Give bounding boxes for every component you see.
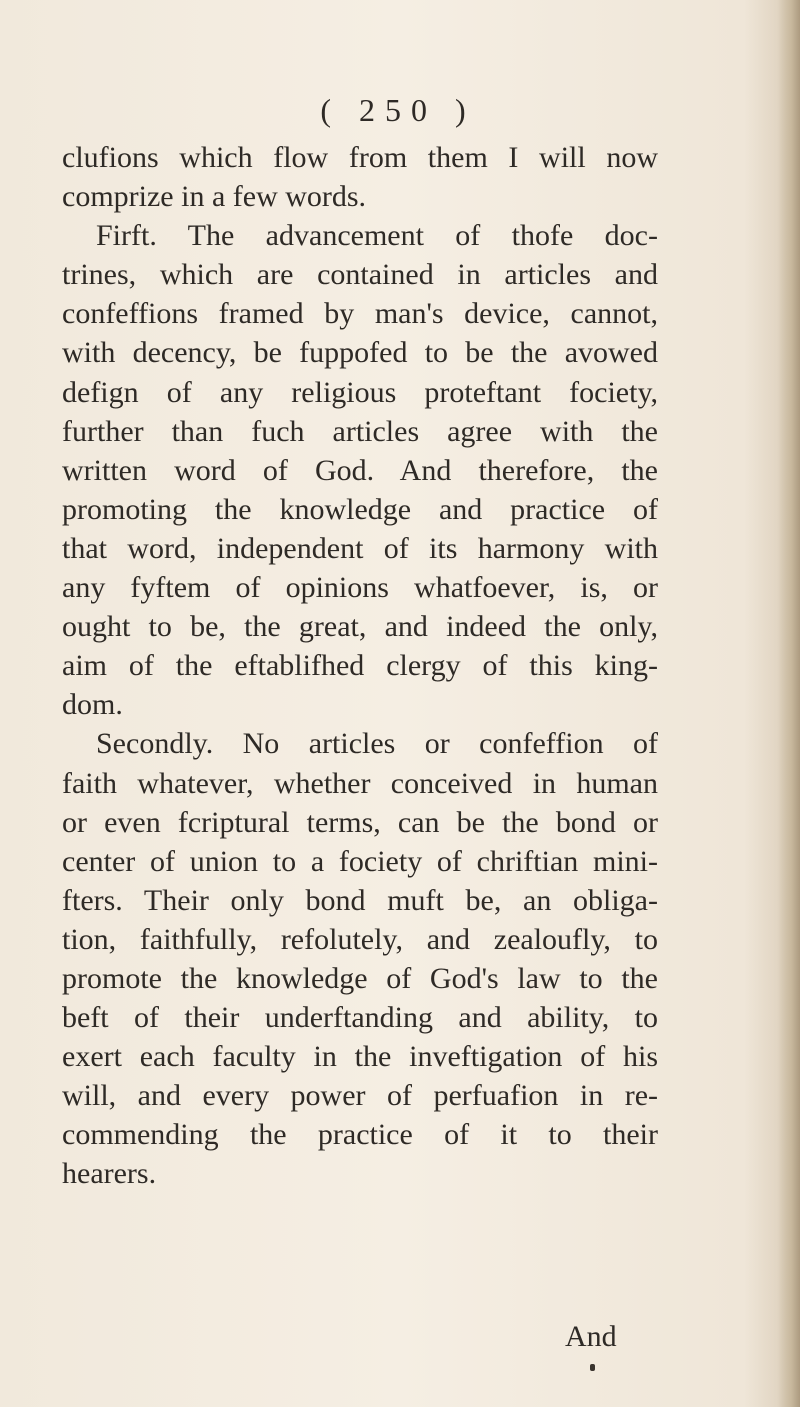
text-line: that word, independent of its harmony with: [62, 531, 658, 565]
text-line: ought to be, the great, and indeed the only,: [62, 610, 658, 644]
text-line: promote the knowledge of God's law to the: [62, 961, 658, 995]
text-line: dom.: [62, 688, 123, 722]
text-line: promoting the knowledge and practice of: [62, 492, 658, 526]
text-line: Secondly. No articles or confeffion of: [96, 727, 658, 761]
ink-mark: [590, 1364, 595, 1371]
catchword: And: [565, 1320, 617, 1353]
text-line: or even fcriptural terms, can be the bond or: [62, 805, 658, 839]
text-line: faith whatever, whether conceived in human: [62, 766, 658, 800]
text-line: hearers.: [62, 1157, 157, 1191]
text-line: aim of the eftablifhed clergy of this king-: [62, 649, 658, 683]
page-edge-shadow: [778, 0, 800, 1407]
page-number: ( 250 ): [320, 92, 476, 128]
text-line: commending the practice of it to their: [62, 1118, 658, 1152]
text-line: with decency, be fuppofed to be the avowed: [62, 336, 658, 370]
text-line: trines, which are contained in articles and: [62, 258, 658, 292]
text-line: clufions which flow from them I will now: [62, 141, 658, 174]
text-line: comprize in a few words.: [62, 180, 367, 214]
text-line: fters. Their only bond muft be, an obliga-: [62, 883, 658, 917]
text-line: beft of their underftanding and ability, to: [62, 1001, 658, 1035]
body-text: [62, 138, 658, 1194]
text-line: confeffions framed by man's device, cannot,: [62, 297, 658, 331]
text-line: written word of God. And therefore, the: [62, 453, 658, 487]
text-line: exert each faculty in the inveftigation of his: [62, 1040, 658, 1074]
text-line: any fyftem of opinions whatfoever, is, or: [62, 571, 658, 605]
text-line: tion, faithfully, refolutely, and zealoufly, to: [62, 922, 658, 956]
text-line: Firft. The advancement of thofe doc-: [96, 219, 658, 253]
text-line: center of union to a fociety of chriftian mini-: [62, 844, 658, 878]
text-line: further than fuch articles agree with the: [62, 414, 658, 448]
text-line: defign of any religious proteftant fociety,: [62, 375, 658, 409]
text-line: will, and every power of perfuafion in re-: [62, 1079, 658, 1113]
